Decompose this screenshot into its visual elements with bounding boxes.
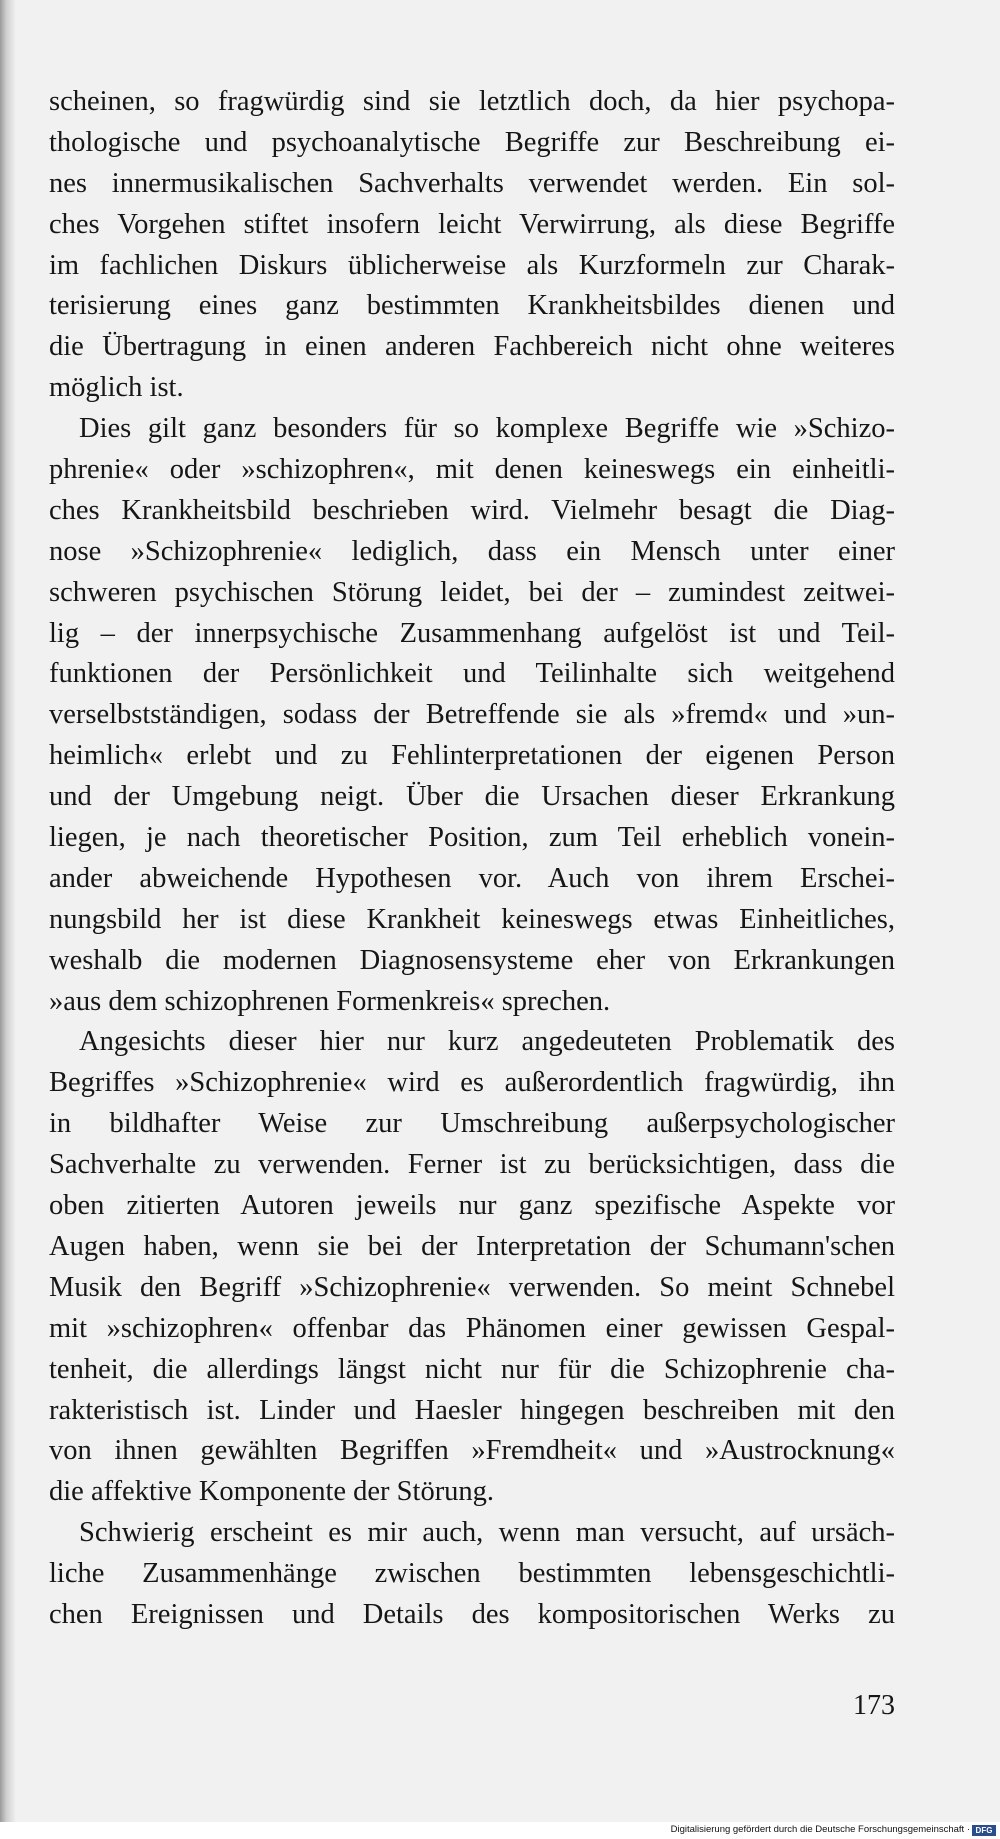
text-line: im fachlichen Diskurs üblicherweise als Kurzformeln zur Charak-	[49, 249, 895, 281]
text-line: verselbstständigen, sodass der Betreffende sie als »fremd« und »un-	[49, 699, 895, 731]
text-line: die affektive Komponente der Störung.	[49, 1476, 495, 1508]
text-line: ches Krankheitsbild beschrieben wird. Vielmehr besagt die Diag-	[49, 494, 895, 526]
text-line: oben zitierten Autoren jeweils nur ganz spezifische Aspekte vor	[49, 1190, 895, 1222]
dfg-logo: DFG	[972, 1825, 996, 1836]
text-line: thologische und psychoanalytische Begriffe zur Beschreibung ei-	[49, 126, 895, 158]
text-line: mit »schizophren« offenbar das Phänomen einer gewissen Gespal-	[49, 1312, 895, 1344]
text-line: in bildhafter Weise zur Umschreibung außerpsychologischer	[49, 1108, 895, 1140]
body-text	[49, 82, 895, 1636]
text-line: funktionen der Persönlichkeit und Teilinhalte sich weitgehend	[49, 658, 895, 690]
text-line: liegen, je nach theoretischer Position, zum Teil erheblich vonein-	[49, 822, 895, 854]
text-line: phrenie« oder »schizophren«, mit denen keineswegs ein einheitli-	[49, 454, 895, 486]
text-line: Augen haben, wenn sie bei der Interpretation der Schumann'schen	[49, 1230, 895, 1262]
text-line: heimlich« erlebt und zu Fehlinterpretationen der eigenen Person	[49, 740, 895, 772]
text-line: von ihnen gewählten Begriffen »Fremdheit« und »Austrocknung«	[49, 1435, 895, 1467]
text-line: nes innermusikalischen Sachverhalts verwendet werden. Ein sol-	[49, 167, 895, 199]
text-line: Schwierig erscheint es mir auch, wenn man versucht, auf ursäch-	[79, 1517, 895, 1549]
text-line: Musik den Begriff »Schizophrenie« verwenden. So meint Schnebel	[49, 1271, 895, 1303]
page-number: 173	[853, 1690, 895, 1721]
text-line: möglich ist.	[49, 372, 184, 404]
text-line: ander abweichende Hypothesen vor. Auch von ihrem Erschei-	[49, 862, 895, 894]
text-line: chen Ereignissen und Details des kompositorischen Werks zu	[49, 1598, 895, 1630]
text-line: nose »Schizophrenie« lediglich, dass ein Mensch unter einer	[49, 535, 895, 567]
text-line: und der Umgebung neigt. Über die Ursachen dieser Erkrankung	[49, 781, 895, 813]
text-line: ches Vorgehen stiftet insofern leicht Verwirrung, als diese Begriffe	[49, 208, 895, 240]
text-line: nungsbild her ist diese Krankheit keineswegs etwas Einheitliches,	[49, 903, 895, 935]
text-line: Sachverhalte zu verwenden. Ferner ist zu berücksichtigen, dass die	[49, 1149, 895, 1181]
text-line: »aus dem schizophrenen Formenkreis« sprechen.	[49, 985, 611, 1017]
binding-shadow	[0, 0, 16, 1839]
text-line: tenheit, die allerdings längst nicht nur für die Schizophrenie cha-	[49, 1353, 895, 1385]
text-line: terisierung eines ganz bestimmten Krankheitsbildes dienen und	[49, 290, 895, 322]
text-line: Angesichts dieser hier nur kurz angedeuteten Problematik des	[79, 1026, 895, 1058]
text-line: Dies gilt ganz besonders für so komplexe Begriffe wie »Schizo-	[79, 413, 895, 445]
text-line: schweren psychischen Störung leidet, bei der – zumindest zeitwei-	[49, 576, 895, 608]
text-line: scheinen, so fragwürdig sind sie letztlich doch, da hier psychopa-	[49, 86, 895, 117]
digitization-credit: Digitalisierung gefördert durch die Deutsche Forschungsgemeinschaft ·	[670, 1824, 970, 1835]
text-line: Begriffes »Schizophrenie« wird es außerordentlich fragwürdig, ihn	[49, 1067, 895, 1099]
text-line: liche Zusammenhänge zwischen bestimmten lebensgeschichtli-	[49, 1558, 895, 1590]
text-line: weshalb die modernen Diagnosensysteme eher von Erkrankungen	[49, 944, 895, 976]
text-line: die Übertragung in einen anderen Fachbereich nicht ohne weiteres	[49, 331, 895, 363]
text-line: rakteristisch ist. Linder und Haesler hingegen beschreiben mit den	[49, 1394, 895, 1426]
text-line: lig – der innerpsychische Zusammenhang aufgelöst ist und Teil-	[49, 617, 895, 649]
